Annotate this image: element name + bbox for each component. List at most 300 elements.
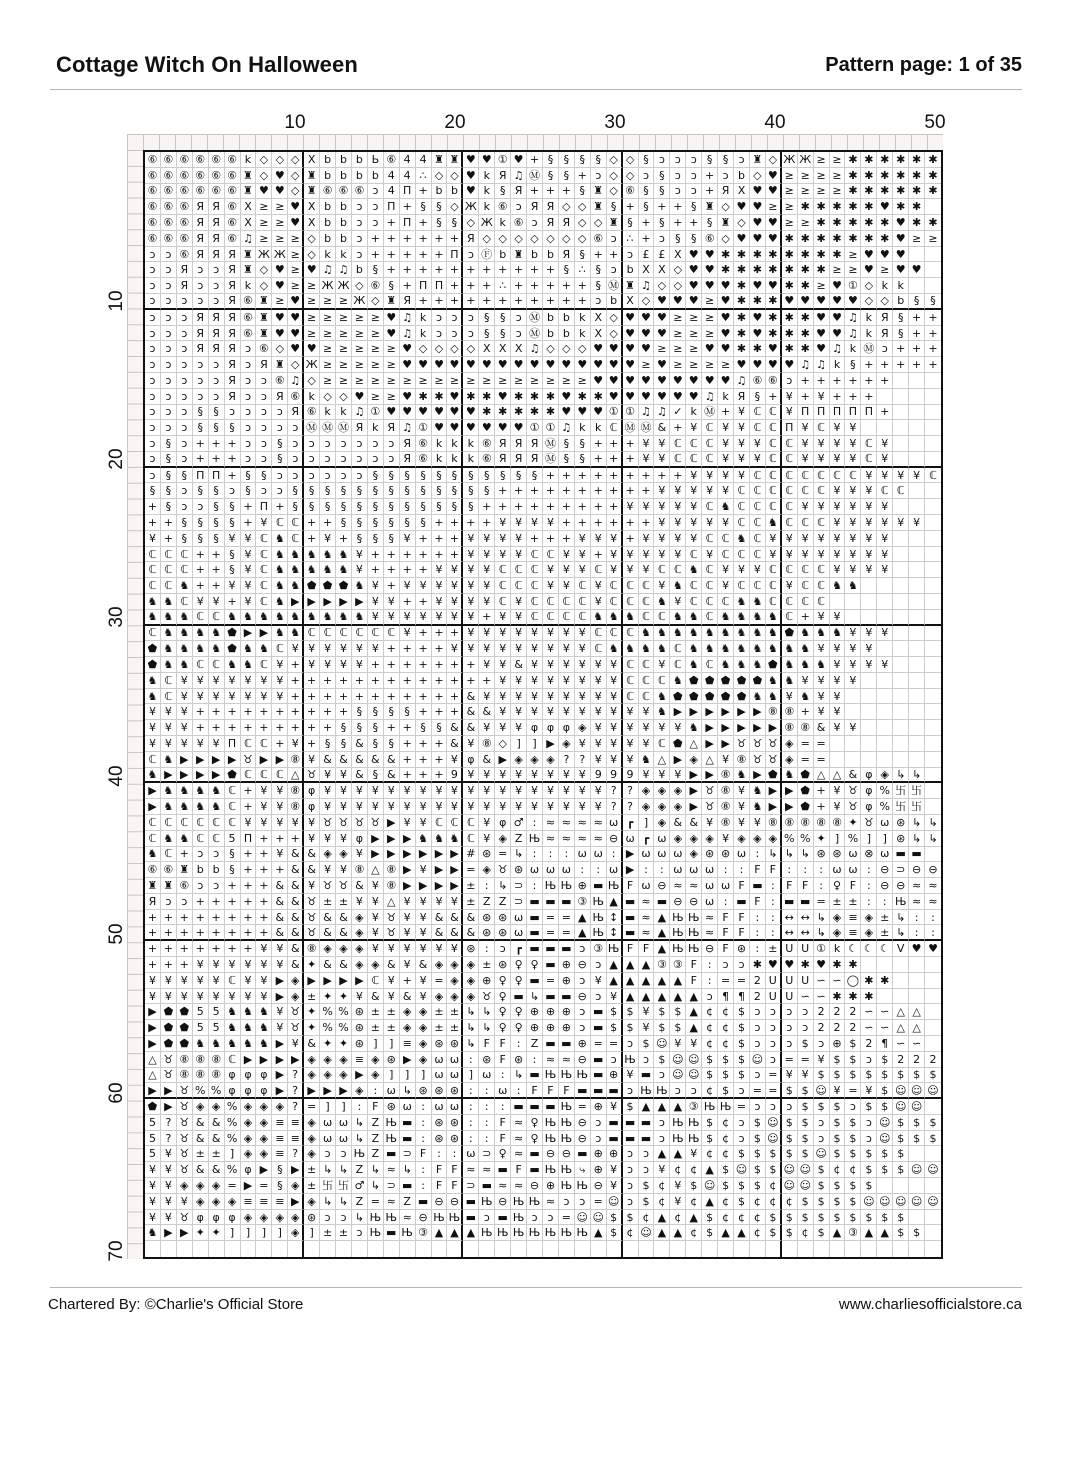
stitch-cell: ¥ [447, 799, 463, 815]
stitch-cell: ¥ [607, 1099, 623, 1115]
stitch-cell: + [702, 184, 718, 200]
stitch-cell: ¢ [750, 1225, 766, 1241]
stitch-cell [909, 689, 925, 705]
stitch-cell: ♉ [384, 925, 400, 941]
stitch-cell: ♞ [750, 626, 766, 642]
stitch-cell: ✱ [750, 957, 766, 973]
stitch-cell: ℂ [798, 468, 814, 484]
stitch-cell: ⬟ [225, 626, 241, 642]
stitch-cell: ¥ [288, 641, 304, 657]
stitch-cell: ↄ [161, 405, 177, 421]
stitch-cell: : [702, 973, 718, 989]
stitch-cell: ≥ [368, 357, 384, 373]
stitch-cell: ℂ [447, 815, 463, 831]
stitch-cell: k [861, 326, 877, 342]
stitch-cell: ≈ [511, 1115, 527, 1131]
stitch-cell: ♞ [654, 626, 670, 642]
stitch-cell: ↄ [241, 341, 257, 357]
stitch-cell: $ [639, 1194, 655, 1210]
stitch-cell: ♫ [527, 341, 543, 357]
stitch-cell: ◇ [750, 168, 766, 184]
stitch-cell: & [193, 1162, 209, 1178]
stitch-cell: ¥ [352, 989, 368, 1005]
stitch-cell: ① [416, 420, 432, 436]
stitch-cell: ♥ [447, 405, 463, 421]
stitch-cell: + [909, 326, 925, 342]
stitch-cell: Њ [384, 1210, 400, 1226]
stitch-cell: ≈ [925, 894, 941, 910]
stitch-cell: ¥ [209, 736, 225, 752]
stitch-cell: + [591, 468, 607, 484]
stitch-cell: ▬ [527, 894, 543, 910]
stitch-cell: ♥ [830, 278, 846, 294]
stitch-cell: § [384, 515, 400, 531]
stitch-cell: ♀ [511, 1020, 527, 1036]
stitch-cell: ✱ [479, 389, 495, 405]
stitch-cell: ⊛ [495, 957, 511, 973]
stitch-cell: ¶ [734, 989, 750, 1005]
stitch-cell [225, 1241, 241, 1257]
stitch-cell: ¥ [654, 720, 670, 736]
stitch-cell: : [463, 1131, 479, 1147]
stitch-cell: : [909, 925, 925, 941]
stitch-cell: $ [877, 1052, 893, 1068]
stitch-cell: ↄ [607, 231, 623, 247]
stitch-cell [877, 752, 893, 768]
stitch-cell: ¥ [241, 673, 257, 689]
stitch-cell: ¢ [750, 1210, 766, 1226]
stitch-cell: ¥ [416, 578, 432, 594]
stitch-cell: ◇ [607, 310, 623, 326]
stitch-cell: ≥ [670, 357, 686, 373]
stitch-cell: = [575, 1099, 591, 1115]
stitch-cell: 2 [861, 1036, 877, 1052]
stitch-cell: Π [241, 831, 257, 847]
stitch-cell: ≥ [575, 373, 591, 389]
stitch-cell: + [161, 941, 177, 957]
stitch-cell: ▶ [670, 752, 686, 768]
stitch-cell: ▶ [432, 862, 448, 878]
stitch-cell: Њ [607, 878, 623, 894]
stitch-cell: + [256, 704, 272, 720]
stitch-cell: : [591, 862, 607, 878]
stitch-cell: ¥ [718, 436, 734, 452]
stitch-cell: ♞ [272, 594, 288, 610]
stitch-cell: ⊛ [495, 910, 511, 926]
stitch-cell: ⊛ [432, 1083, 448, 1099]
stitch-cell: ✱ [845, 215, 861, 231]
stitch-cell: ↳ [909, 815, 925, 831]
stitch-cell: + [814, 373, 830, 389]
stitch-cell: ¥ [432, 562, 448, 578]
stitch-cell: Њ [686, 1115, 702, 1131]
stitch-cell: ⑧ [177, 1052, 193, 1068]
stitch-cell: ¥ [623, 1068, 639, 1084]
stitch-cell: ↳ [336, 1162, 352, 1178]
stitch-cell: ♥ [447, 389, 463, 405]
stitch-cell: ▬ [607, 1083, 623, 1099]
stitch-cell: Њ [527, 831, 543, 847]
stitch-cell: ♜ [623, 278, 639, 294]
stitch-cell: ≈ [925, 878, 941, 894]
stitch-cell: ¥ [511, 531, 527, 547]
stitch-cell: + [193, 720, 209, 736]
stitch-cell: ♞ [686, 657, 702, 673]
stitch-cell: ♞ [782, 768, 798, 784]
stitch-cell: ¢ [623, 1225, 639, 1241]
stitch-cell: ⑥ [161, 184, 177, 200]
stitch-cell: + [400, 278, 416, 294]
stitch-cell: ♞ [336, 562, 352, 578]
stitch-cell: ω [607, 815, 623, 831]
stitch-cell: ] [639, 815, 655, 831]
stitch-cell: ▲ [607, 957, 623, 973]
stitch-cell: + [400, 247, 416, 263]
stitch-cell: ◇ [861, 294, 877, 310]
stitch-cell: ℂ [782, 594, 798, 610]
stitch-cell: ▬ [639, 1131, 655, 1147]
stitch-cell: ¥ [447, 578, 463, 594]
stitch-cell: ℂ [177, 547, 193, 563]
stitch-cell: ↔ [798, 925, 814, 941]
stitch-cell [925, 957, 941, 973]
stitch-cell: ♞ [734, 531, 750, 547]
stitch-cell: § [447, 468, 463, 484]
stitch-cell: Я [384, 420, 400, 436]
stitch-cell: ✱ [591, 389, 607, 405]
stitch-cell: Њ [559, 1131, 575, 1147]
stitch-cell: Π [782, 420, 798, 436]
stitch-cell: ¥ [845, 436, 861, 452]
stitch-cell: ¥ [575, 783, 591, 799]
stitch-cell: $ [734, 1036, 750, 1052]
stitch-cell: + [925, 357, 941, 373]
stitch-cell: § [384, 531, 400, 547]
stitch-cell: ω [591, 847, 607, 863]
stitch-cell: = [845, 1083, 861, 1099]
stitch-cell: ♞ [654, 641, 670, 657]
stitch-cell: ↄ [177, 294, 193, 310]
stitch-cell: ¥ [432, 783, 448, 799]
stitch-cell: ♞ [209, 641, 225, 657]
stitch-cell: ↄ [814, 1131, 830, 1147]
stitch-cell [877, 594, 893, 610]
stitch-cell: + [623, 531, 639, 547]
stitch-cell: X [654, 262, 670, 278]
stitch-cell: ℂ [193, 831, 209, 847]
stitch-cell: ¥ [861, 641, 877, 657]
stitch-cell: ♞ [209, 783, 225, 799]
stitch-cell: ♞ [256, 1020, 272, 1036]
stitch-cell: ↄ [336, 452, 352, 468]
stitch-cell: ℂ [368, 973, 384, 989]
stitch-cell: : [654, 862, 670, 878]
stitch-cell: ✱ [925, 168, 941, 184]
stitch-cell: ↄ [304, 436, 320, 452]
stitch-cell: ✱ [798, 247, 814, 263]
stitch-cell: § [543, 168, 559, 184]
stitch-cell: ♞ [145, 689, 161, 705]
stitch-cell: ✱ [877, 152, 893, 168]
stitch-cell: ☺ [670, 1052, 686, 1068]
stitch-cell: ◈ [177, 1178, 193, 1194]
stitch-cell: + [368, 689, 384, 705]
stitch-cell: ♥ [591, 405, 607, 421]
stitch-cell: ⊛ [304, 1210, 320, 1226]
stitch-cell: ♞ [145, 610, 161, 626]
stitch-cell: Π [447, 247, 463, 263]
stitch-cell: ⑥ [177, 878, 193, 894]
stitch-cell: ♥ [718, 294, 734, 310]
stitch-cell: Њ [686, 910, 702, 926]
stitch-cell: § [893, 310, 909, 326]
stitch-cell [400, 1241, 416, 1257]
stitch-cell: Π [845, 405, 861, 421]
stitch-cell: + [893, 341, 909, 357]
stitch-cell: ⑥ [288, 389, 304, 405]
stitch-cell: ♞ [830, 578, 846, 594]
stitch-cell: ¢ [670, 1210, 686, 1226]
stitch-cell: ¥ [782, 389, 798, 405]
stitch-cell: ↄ [256, 483, 272, 499]
stitch-cell: ✱ [750, 247, 766, 263]
stitch-cell: + [336, 689, 352, 705]
stitch-cell: : [639, 862, 655, 878]
stitch-cell: ✱ [814, 262, 830, 278]
stitch-cell: + [543, 468, 559, 484]
stitch-cell [909, 641, 925, 657]
stitch-cell: Ⓜ [607, 278, 623, 294]
stitch-cell: ¥ [559, 626, 575, 642]
stitch-cell: ¥ [766, 547, 782, 563]
stitch-cell: ⬟ [145, 1099, 161, 1115]
stitch-cell: ♞ [734, 594, 750, 610]
stitch-cell: ω [702, 894, 718, 910]
stitch-cell: ¥ [288, 1036, 304, 1052]
stitch-cell: ≥ [559, 373, 575, 389]
stitch-cell: $ [814, 1068, 830, 1084]
stitch-cell: ≥ [830, 152, 846, 168]
stitch-cell: $ [893, 1225, 909, 1241]
stitch-cell: ≥ [782, 168, 798, 184]
stitch-cell: ▶ [766, 799, 782, 815]
stitch-cell: ✱ [543, 389, 559, 405]
stitch-cell: = [607, 1036, 623, 1052]
stitch-cell: ♀ [527, 1115, 543, 1131]
stitch-cell: U [766, 973, 782, 989]
stitch-cell: ♥ [830, 326, 846, 342]
stitch-cell: ¥ [463, 736, 479, 752]
stitch-cell: & [288, 878, 304, 894]
stitch-cell: § [161, 452, 177, 468]
stitch-cell: ♥ [893, 247, 909, 263]
stitch-cell: ▬ [400, 1115, 416, 1131]
stitch-cell: ▲ [670, 973, 686, 989]
stitch-cell: ¥ [320, 783, 336, 799]
stitch-cell: ⊛ [447, 1036, 463, 1052]
stitch-cell [893, 752, 909, 768]
stitch-cell: ¥ [877, 515, 893, 531]
stitch-cell: + [400, 657, 416, 673]
stitch-cell: § [336, 736, 352, 752]
stitch-cell: $ [670, 1004, 686, 1020]
stitch-cell [925, 1210, 941, 1226]
stitch-cell: ¥ [654, 499, 670, 515]
stitch-cell: $ [830, 1099, 846, 1115]
stitch-cell: ? [288, 1068, 304, 1084]
stitch-cell: ↄ [686, 184, 702, 200]
stitch-cell: ≈ [686, 878, 702, 894]
stitch-cell [909, 1178, 925, 1194]
stitch-cell: ③ [575, 894, 591, 910]
stitch-cell: ♥ [718, 278, 734, 294]
stitch-cell: b [607, 294, 623, 310]
stitch-cell: Z [352, 1194, 368, 1210]
stitch-cell: + [670, 420, 686, 436]
stitch-cell: + [495, 262, 511, 278]
stitch-cell: F [368, 1099, 384, 1115]
stitch-cell: ☺ [814, 1146, 830, 1162]
stitch-cell: ♉ [304, 768, 320, 784]
stitch-cell [336, 1241, 352, 1257]
stitch-cell: 卐 [909, 783, 925, 799]
stitch-cell: ? [623, 783, 639, 799]
stitch-cell: ℂ [623, 689, 639, 705]
stitch-cell: ♞ [623, 641, 639, 657]
stitch-cell: ♫ [400, 420, 416, 436]
stitch-cell: ℂ [814, 515, 830, 531]
stitch-cell: ⑥ [177, 152, 193, 168]
stitch-cell: + [463, 515, 479, 531]
stitch-cell: ¥ [400, 531, 416, 547]
stitch-cell [893, 641, 909, 657]
stitch-cell: ☺ [654, 1036, 670, 1052]
top-ruler [127, 134, 943, 150]
stitch-cell: 卐 [893, 783, 909, 799]
stitch-cell: ✱ [479, 405, 495, 421]
stitch-cell: ¥ [241, 689, 257, 705]
stitch-cell: + [925, 310, 941, 326]
stitch-cell: § [193, 515, 209, 531]
stitch-cell: + [432, 294, 448, 310]
stitch-cell: ¥ [368, 878, 384, 894]
stitch-cell [893, 499, 909, 515]
stitch-cell: b [320, 199, 336, 215]
stitch-cell: ± [320, 1225, 336, 1241]
stitch-cell: ¥ [670, 720, 686, 736]
stitch-cell: ℂ [654, 562, 670, 578]
stitch-cell: Њ [639, 1083, 655, 1099]
stitch-cell [925, 1241, 941, 1257]
stitch-cell: Я [877, 310, 893, 326]
stitch-cell: ♉ [352, 815, 368, 831]
stitch-cell: ♥ [288, 199, 304, 215]
stitch-cell: ¥ [272, 783, 288, 799]
stitch-cell: ¥ [479, 562, 495, 578]
stitch-cell: $ [798, 1036, 814, 1052]
stitch-cell: & [479, 704, 495, 720]
stitch-cell: ◇ [654, 278, 670, 294]
stitch-cell: k [447, 436, 463, 452]
stitch-cell: Π [830, 405, 846, 421]
stitch-cell: ω [432, 1052, 448, 1068]
stitch-cell: ¥ [209, 594, 225, 610]
stitch-cell: ¥ [256, 673, 272, 689]
stitch-cell: ♞ [750, 689, 766, 705]
stitch-cell: ↄ [241, 373, 257, 389]
stitch-cell: φ [543, 720, 559, 736]
stitch-cell: Π [225, 736, 241, 752]
footer-website[interactable]: www.charliesofficialstore.ca [838, 1296, 1022, 1313]
stitch-cell: ¥ [304, 815, 320, 831]
stitch-cell: § [575, 152, 591, 168]
stitch-cell: ℂ [798, 578, 814, 594]
stitch-cell [909, 436, 925, 452]
stitch-cell: ¥ [591, 720, 607, 736]
stitch-cell: F [750, 894, 766, 910]
stitch-cell: ▲ [830, 1225, 846, 1241]
stitch-cell: § [161, 468, 177, 484]
stitch-cell: F [495, 1131, 511, 1147]
stitch-cell: ♞ [209, 626, 225, 642]
stitch-cell: + [352, 689, 368, 705]
stitch-cell: ¥ [543, 626, 559, 642]
stitch-cell: ¥ [209, 689, 225, 705]
stitch-cell: Я [193, 215, 209, 231]
stitch-cell: ℂ [766, 436, 782, 452]
stitch-cell: ◇ [607, 168, 623, 184]
stitch-cell: ⊖ [447, 1194, 463, 1210]
stitch-cell: + [447, 278, 463, 294]
stitch-cell: ▶ [543, 736, 559, 752]
stitch-cell: ◈ [272, 1099, 288, 1115]
stitch-cell: $ [845, 1052, 861, 1068]
stitch-cell: & [352, 752, 368, 768]
stitch-cell: ] [400, 1068, 416, 1084]
stitch-cell: ¥ [670, 483, 686, 499]
stitch-cell: ⑧ [718, 799, 734, 815]
stitch-cell: ¥ [495, 531, 511, 547]
stitch-cell: $ [639, 1036, 655, 1052]
stitch-cell: ℂ [527, 578, 543, 594]
stitch-cell: § [384, 468, 400, 484]
stitch-cell: ♞ [702, 626, 718, 642]
stitch-cell: ⊖ [877, 862, 893, 878]
stitch-cell: ¥ [463, 562, 479, 578]
stitch-cell: ≥ [702, 294, 718, 310]
stitch-cell: ⬟ [161, 1004, 177, 1020]
stitch-cell: Z [368, 1115, 384, 1131]
stitch-cell: ⊛ [893, 831, 909, 847]
stitch-cell: ¥ [845, 420, 861, 436]
stitch-cell: ℂ [527, 547, 543, 563]
stitch-cell: φ [861, 768, 877, 784]
stitch-cell: ↄ [193, 878, 209, 894]
stitch-cell: ¥ [845, 720, 861, 736]
stitch-cell: $ [750, 1146, 766, 1162]
stitch-cell: ☺ [686, 1068, 702, 1084]
stitch-cell: ↄ [368, 215, 384, 231]
stitch-cell [256, 1241, 272, 1257]
stitch-cell: ◈ [241, 1115, 257, 1131]
stitch-cell: ± [447, 1004, 463, 1020]
stitch-cell: ¥ [145, 973, 161, 989]
stitch-cell: ▶ [336, 1083, 352, 1099]
stitch-cell [893, 531, 909, 547]
stitch-cell: ¢ [718, 1194, 734, 1210]
stitch-cell: ⬟ [702, 673, 718, 689]
stitch-cell: ♥ [591, 357, 607, 373]
